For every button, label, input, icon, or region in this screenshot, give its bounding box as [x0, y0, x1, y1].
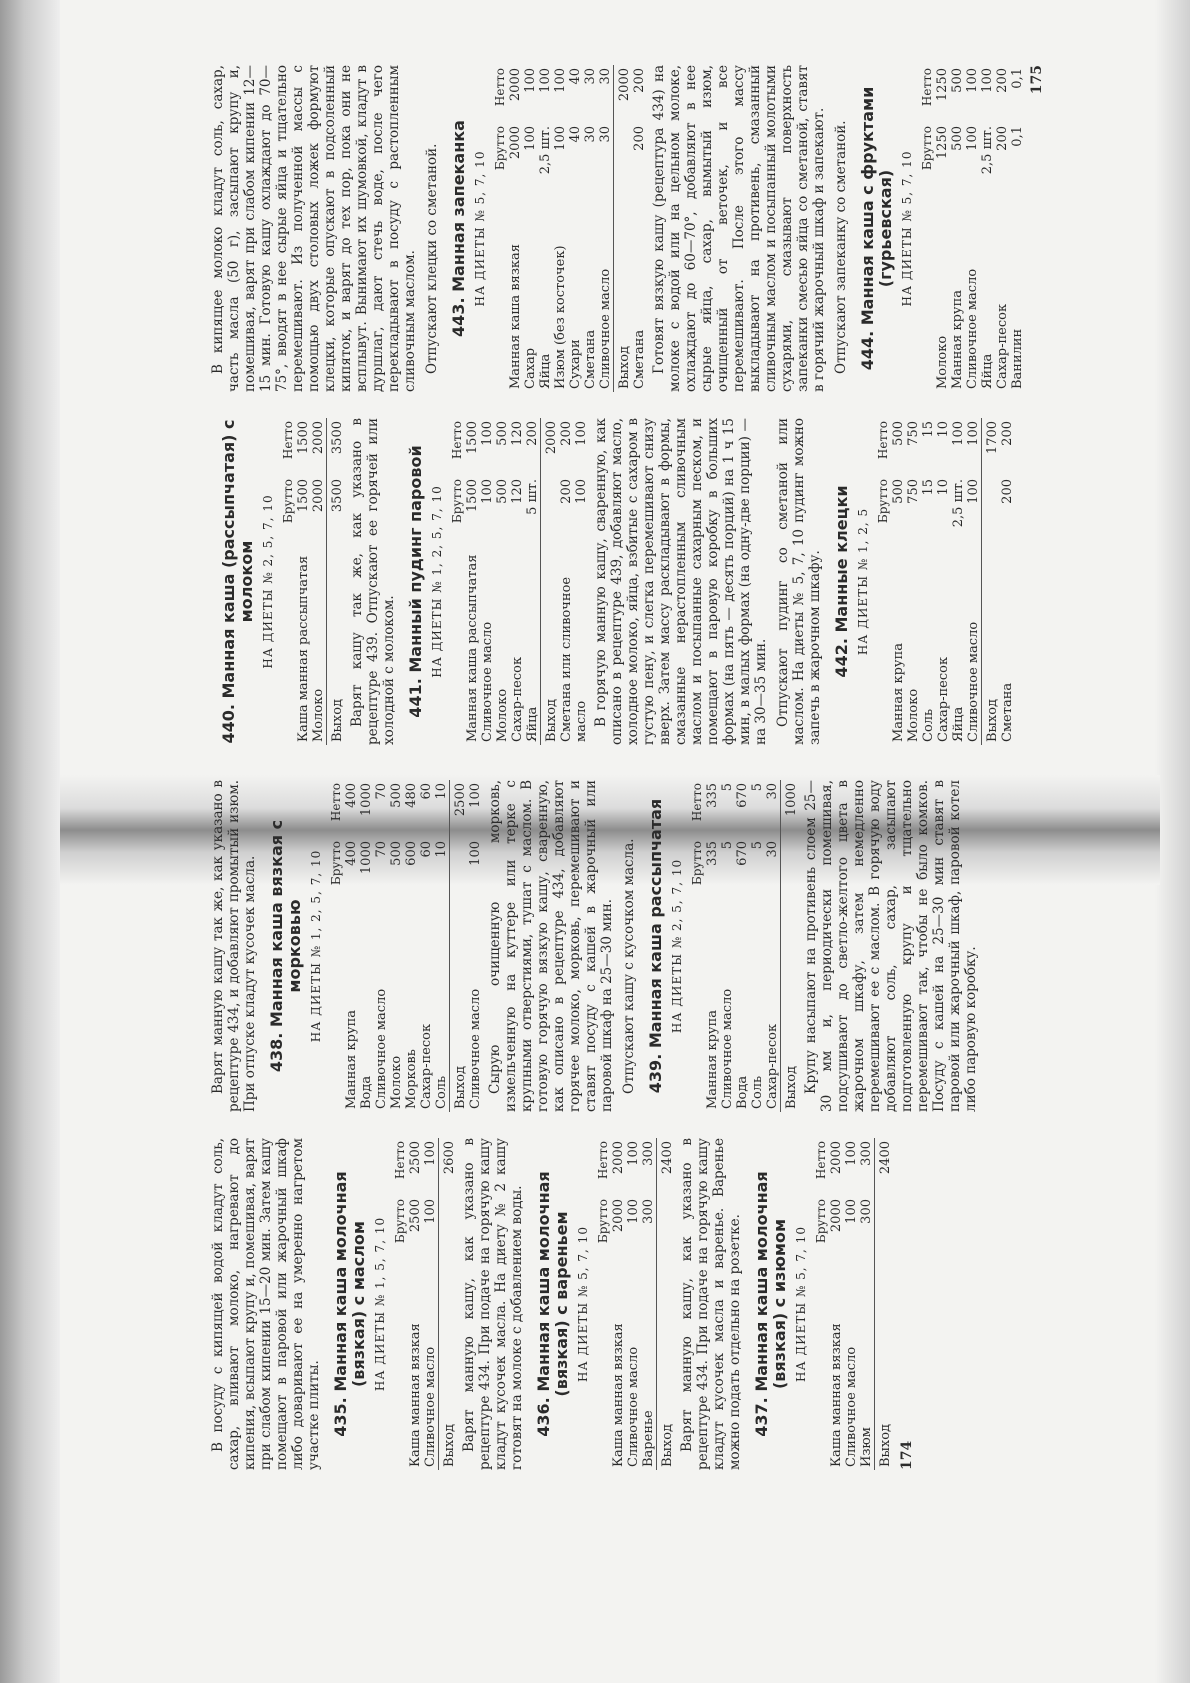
- table-row: Сливочное масло 100 100: [480, 421, 495, 742]
- recipe-435-title: 435. Манная каша молочная (вязкая) с маслом: [331, 1171, 368, 1437]
- page-174-col-1: [210, 1138, 1110, 1470]
- table-row: Сахар-песок 60 60: [419, 783, 434, 1109]
- table-row: Сливочное масло 70 70: [374, 783, 389, 1109]
- page-175-col-2: [210, 65, 1110, 392]
- table-row: Манная крупа 500 500: [950, 68, 965, 389]
- table-row: Сахар 100 100: [523, 68, 538, 389]
- table-row: Вода 670 670: [735, 783, 750, 1109]
- recipe-443-text2: Отпускают запеканку со сметаной.: [833, 120, 849, 374]
- col-netto: Нетто: [393, 1141, 407, 1180]
- recipe-439-diets: НА ДИЕТЫ № 2, 5, 7, 10: [670, 858, 684, 1034]
- table-row: Молоко 750 750: [906, 421, 921, 742]
- table-row: Соль 10 10: [434, 783, 449, 1109]
- output-row: Выход 1700: [982, 418, 1001, 745]
- output-row: Выход 2000: [541, 418, 560, 745]
- recipe-442-text: В кипящее молоко кладут соль, сахар, часть масла (50 г), засыпают крупу и, помешивая, варят при слабом кипении 12—15 мин. Готовую кашу охлаждают до 70—75°, вводят в нее сырые яйца и тщательно перемешивают. Из полученной массы с помощью двух столовых ложек формуют клецки, которые опускают в подсоленный кипяток, и варят до тех пор, пока они не всплывут. Вынимают их шумовкой, кладут в дуршлаг, дают стечь воде, после чего перекладывают в посуду с растопленным сливочным маслом.: [210, 65, 418, 392]
- recipe-442-text2: Отпускают клецки со сметаной.: [424, 143, 440, 374]
- recipe-436-text: Варят манную кашу, как указано в рецептуре 434. При подаче на горячую кашу кладут кусочек масла и варенье. Варенье можно подать отдельно на розетке.: [679, 1138, 743, 1470]
- table-row: Яйца 2,5 шт. 100: [538, 68, 553, 389]
- table-row: Яйца 2,5 шт. 100: [980, 68, 995, 389]
- recipe-444-title: 444. Манная каша с фруктами (гурьевская): [858, 86, 895, 371]
- recipe-443-diets: НА ДИЕТЫ № 5, 7, 10: [473, 150, 487, 307]
- recipe-438-text: Сырую очищенную морковь, измельченную на куттере или терке с крупными отверстиями, тушат с маслом. В готовую горячую вязкую кашу, сваренную, как описано в рецептуре 434, добавляют горячее молоко, морковь, перемешивают и ставят посуду с кашей в жарочный или паровой шкаф на 25—30 мин.: [487, 780, 615, 1112]
- table-row: Манная крупа 500 500: [891, 421, 906, 742]
- table-row: Сахар-песок 120 120: [510, 421, 525, 742]
- table-row: Яйца 2,5 шт. 100: [951, 421, 966, 742]
- recipe-441-diets: НА ДИЕТЫ № 1, 2, 5, 7, 10: [430, 485, 444, 678]
- output-row: Выход 2400: [657, 1138, 676, 1470]
- recipe-441-text: В горячую манную кашу, сваренную, как описано в рецептуре 439, добавляют масло, холодное молоко, яйца, взбитые с сахаром в густую пену, и слегка перемешивают снизу вверх. Затем массу раскладывают в формы, смазанные нерастопленным сливочным маслом и посыпанные сахарным песком, и помещают в паровую коробку в больших формах (на пять — десять порций) на 1 ч 15 мин, в малых формах (на одну-две порции) — на 30—35 мин.: [593, 418, 769, 745]
- table-row: Каша манная вязкая 2500 2500: [408, 1141, 423, 1467]
- page-174: [210, 780, 1110, 1470]
- page-174-col-2: [210, 780, 1110, 1112]
- recipe-443-title: 443. Манная запеканка: [449, 120, 468, 337]
- table-row: Варенье 300 300: [641, 1141, 656, 1467]
- table-row: Изюм 300 300: [859, 1141, 874, 1467]
- output-row: Выход 2400: [875, 1138, 894, 1470]
- table-row: Молоко 500 500: [389, 783, 404, 1109]
- table-row: Сливочное масло 5 5: [720, 783, 735, 1109]
- page-number: 175: [1029, 65, 1045, 95]
- table-row: Сухари 40 40: [568, 68, 583, 389]
- recipe-444-table: Брутто Нетто Молоко 1250 1250 Манная крупа 500 500 Сливочное масло 100 100 Яйца 2,5 шт. 100 Сахар-песок 200 200 Ванилин 0,1 0,1: [919, 65, 1025, 392]
- recipe-438-diets: НА ДИЕТЫ № 1, 2, 5, 7, 10: [309, 849, 323, 1043]
- recipe-439-title: 439. Манная каша рассыпчатая: [646, 798, 665, 1094]
- recipe-438-title: 438. Манная каша вязкая с морковью: [267, 819, 304, 1073]
- recipe-443-table: Брутто Нетто Манная каша вязкая 2000 2000 Сахар 100 100 Яйца 2,5 шт. 100 Изюм (без косточек) 100 100 Сухари 40 40 Сметана 30 30 Сливочное масло 30 30 Выход 2000 Сметана 200 200: [492, 65, 647, 392]
- table-row: Сливочное масло 100 100: [844, 1141, 859, 1467]
- table-row: Каша манная вязкая 2000 2000: [611, 1141, 626, 1467]
- table-row: Изюм (без косточек) 100 100: [553, 68, 568, 389]
- table-row: Сливочное масло 100 100: [966, 421, 981, 742]
- table-row: Сметана или сливочное 200 200: [559, 421, 574, 742]
- table-row: Молоко 2000 2000: [311, 421, 326, 742]
- table-row: Каша манная вязкая 2000 2000: [829, 1141, 844, 1467]
- table-row: Сметана 30 30: [583, 68, 598, 389]
- table-row: Молоко 500 500: [495, 421, 510, 742]
- recipe-439-table: Брутто Нетто Манная крупа 335 335 Сливочное масло 5 5 Вода 670 670 Соль 5 5 Сахар-песок 30 30 Выход 1000: [689, 780, 799, 1112]
- table-row: Морковь 600 480: [404, 783, 419, 1109]
- recipe-437-diets: НА ДИЕТЫ № 5, 7, 10: [794, 1226, 808, 1382]
- recipe-442-diets: НА ДИЕТЫ № 1, 2, 5: [856, 507, 870, 656]
- recipe-435-text: Варят манную кашу, как указано в рецептуре 434. При подаче на горячую кашу кладут кусочек масла. На диету № 2 кашу готовят на молоке с добавлением воды.: [461, 1138, 525, 1470]
- page-175-col-1: [210, 418, 1110, 745]
- table-row: Сахар-песок 10 10: [936, 421, 951, 742]
- recipe-435-diets: НА ДИЕТЫ № 1, 5, 7, 10: [373, 1216, 387, 1392]
- table-row: Ванилин 0,1 0,1: [1010, 68, 1025, 389]
- table-row: Сливочное масло 100 100: [468, 783, 483, 1109]
- recipe-437-table: Брутто Нетто Каша манная вязкая 2000 2000 Сливочное масло 100 100 Изюм 300 300 Выход 2400: [813, 1138, 893, 1470]
- table-row: Манная каша вязкая 2000 2000: [508, 68, 523, 389]
- output-row: Выход 1000: [781, 780, 800, 1112]
- recipe-442-title: 442. Манные клецки: [832, 485, 851, 678]
- table-row: Яйца 5 шт. 200: [525, 421, 540, 742]
- table-row: Сахар-песок 30 30: [765, 783, 780, 1109]
- right-page-edge: [1155, 0, 1190, 1683]
- recipe-438-table: Брутто Нетто Манная крупа 400 400 Вода 1000 1000 Сливочное масло 70 70 Молоко 500 500 Морковь 600 480 Сахар-песок 60 60 Соль 10 10 Выход 2500 Сливочное масло 100 100: [328, 780, 483, 1112]
- table-row: Сметана 200 200: [632, 68, 647, 389]
- page-number: 174: [899, 1440, 915, 1470]
- recipe-442-table: Брутто Нетто Манная крупа 500 500 Молоко 750 750 Соль 15 15 Сахар-песок 10 10 Яйца 2,5 шт. 100 Сливочное масло 100 100 Выход 1700 Сметана 200 200: [875, 418, 1015, 745]
- table-row: Манная каша рассыпчатая 1500 1500: [465, 421, 480, 742]
- table-row: Сахар-песок 200 200: [995, 68, 1010, 389]
- table-row: Манная крупа 400 400: [344, 783, 359, 1109]
- table-row: Каша манная рассыпчатая 1500 1500: [296, 421, 311, 742]
- table-row: Сливочное масло 100 100: [423, 1141, 438, 1467]
- table-row: Сметана 200 200: [1000, 421, 1015, 742]
- recipe-444-diets: НА ДИЕТЫ № 5, 7, 10: [900, 150, 914, 307]
- table-row: Сливочное масло 100 100: [626, 1141, 641, 1467]
- recipe-441-text2: Отпускают пудинг со сметаной или маслом. На диеты № 5, 7, 10 пудинг можно запечь в жарочном шкафу.: [775, 418, 823, 745]
- output-row: Выход 2600: [439, 1138, 458, 1470]
- table-row: Сливочное масло 100 100: [965, 68, 980, 389]
- output-row: Выход 2500: [450, 780, 469, 1112]
- output-row: Выход 2000: [614, 65, 633, 392]
- recipe-439-text: Крупу насыпают на противень слоем 25—30 мм и, периодически помешивая, подсушивают до светло-желтого цвета в жарочном шкафу, затем немедленно перемешивают ее с маслом. В горячую воду добавляют соль, сахар, засыпают подготовленную крупу и тщательно перемешивают так, чтобы не было комков. Посуду с кашей на 25—30 мин ставят в паровой или жарочный шкаф, паровой котел либо паровую коробку.: [803, 780, 979, 1112]
- recipe-440-title: 440. Манная каша (рассыпчатая) с молоком: [219, 419, 256, 744]
- table-row: Соль 15 15: [921, 421, 936, 742]
- recipe-436-title: 436. Манная каша молочная (вязкая) с вареньем: [534, 1171, 571, 1437]
- recipe-435-table: [392, 1138, 457, 1470]
- recipe-436-table: Брутто Нетто Каша манная вязкая 2000 2000 Сливочное масло 100 100 Варенье 300 300 Выход 2400: [595, 1138, 675, 1470]
- recipe-443-text: Готовят вязкую кашу (рецептура 434) на молоке с водой или на цельном молоке, охлаждают до 60—70°, добавляют в нее сырые яйца, сахар, вымытый изюм, очищенный от веточек, и все перемешивают. После этого массу выкладывают на противень, смазанный сливочным маслом и посыпанный молотыми сухарями, смазывают поверхность запеканки смесью яйца со сметаной, ставят в горячий жарочный шкаф и запекают.: [651, 65, 827, 392]
- table-row: масло 100 100: [574, 421, 589, 742]
- recipe-440-diets: НА ДИЕТЫ № 2, 5, 7, 10: [261, 494, 275, 669]
- table-row: Вода 1000 1000: [359, 783, 374, 1109]
- recipe-438-text2: Отпускают кашу с кусочком масла.: [621, 838, 637, 1094]
- page-175: [210, 65, 1110, 745]
- table-row: Манная крупа 335 335: [705, 783, 720, 1109]
- table-row: Молоко 1250 1250: [935, 68, 950, 389]
- recipe-437-title: 437. Манная каша молочная (вязкая) с изюмом: [752, 1171, 789, 1437]
- recipe-441-table: Брутто Нетто Манная каша рассыпчатая 1500 1500 Сливочное масло 100 100 Молоко 500 500 Сахар-песок 120 120 Яйца 5 шт. 200 Выход 2000 Сметана или сливочное 200 200 масло 100 100: [449, 418, 589, 745]
- output-row: Выход 3500 3500: [327, 418, 346, 745]
- col-brutto: Брутто: [393, 1199, 407, 1244]
- table-row: Соль 5 5: [750, 783, 765, 1109]
- table-row: Сливочное масло 30 30: [598, 68, 613, 389]
- recipe-440-table: Брутто Нетто Каша манная рассыпчатая 1500 1500 Молоко 2000 2000 Выход 3500 3500: [280, 418, 345, 745]
- intro-paragraph: В посуду с кипящей водой кладут соль, сахар, вливают молоко, нагревают до кипения, всыпают крупу и, помешивая, варят при слабом кипении 15—20 мин. Затем кашу помещают в паровой или жарочный шкаф либо доваривают ее на умеренно нагретом участке плиты.: [210, 1138, 322, 1470]
- recipe-441-title: 441. Манный пудинг паровой: [406, 445, 425, 718]
- recipe-440-text: Варят кашу так же, как указано в рецептуре 439. Отпускают ее горячей или холодной с молоком.: [349, 418, 397, 745]
- left-page-edge: [0, 0, 60, 1683]
- recipe-437-text: Варят манную кашу так же, как указано в рецептуре 434, и добавляют промытый изюм. При отпуске кладут кусочек масла.: [210, 780, 258, 1112]
- recipe-436-diets: НА ДИЕТЫ № 5, 7, 10: [576, 1226, 590, 1382]
